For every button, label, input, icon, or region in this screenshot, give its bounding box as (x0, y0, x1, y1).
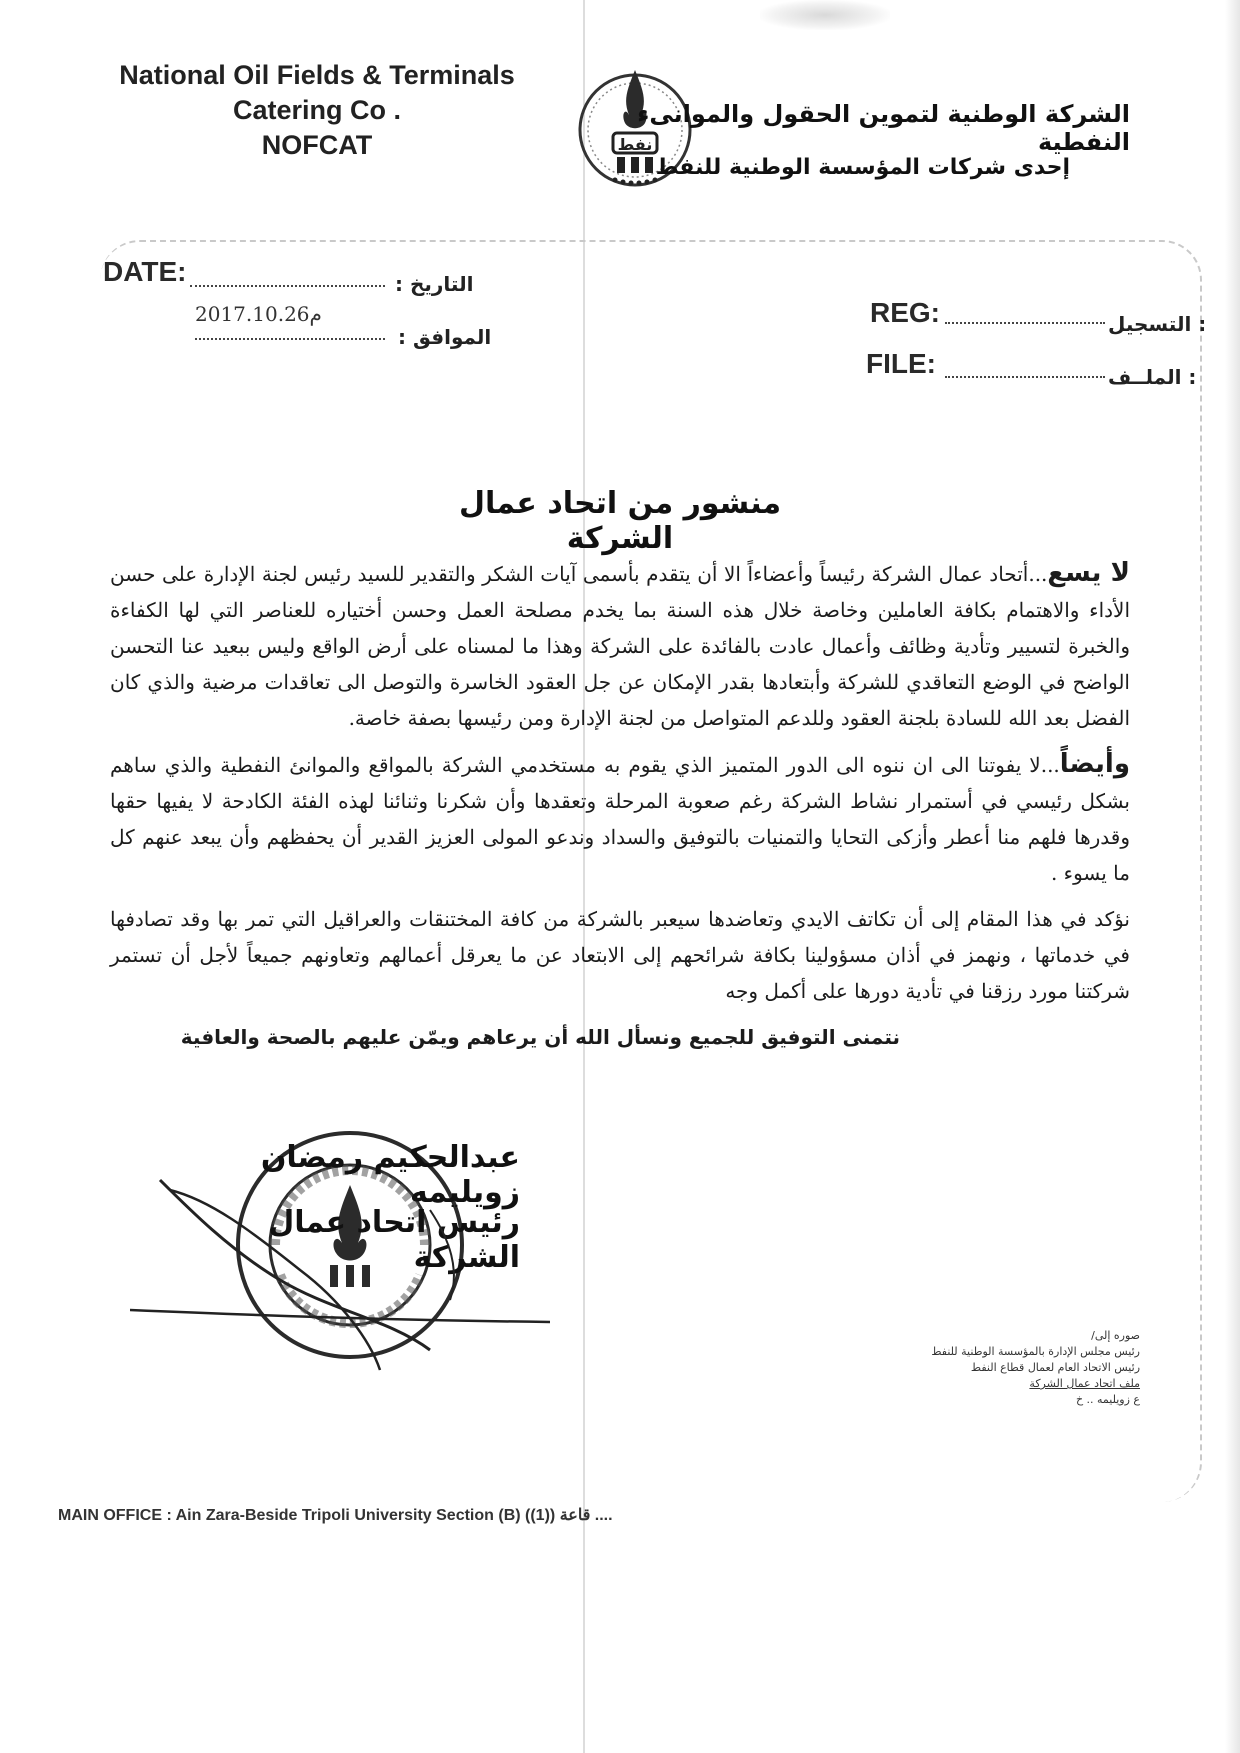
file-dotted-line (945, 376, 1105, 378)
signatory-title: رئيس اتحاد عمال الشركة (268, 1205, 520, 1275)
handwritten-signature (130, 1170, 550, 1420)
letter-title: منشور من اتحاد عمال الشركة (458, 486, 782, 556)
paragraph-2-text: ...لا يفوتنا الى ان ننوه الى الدور المتميز الذي يقوم به مستخدمي الشركة بالمواقع والموانئ النفطية والذي ساهم بشكل رئيسي في أستمرار نشاط الشركة رغم صعوبة المرحلة وتعقدها وأن شكرنا وثنائنا لهذه الفئة الكادحة لا يفيها حقها وقدرها فلهم منا أعطر وأزكى التحايا والتمنيات بالتوفيق والسداد وندعو المولى العزيز القدير أن يحفظهم وأن يبعد عنهم كل ما يسوء . (110, 753, 1130, 885)
signatory-name: عبدالحكيم رمضان زويليمه (260, 1140, 520, 1210)
cc-line-1: رئيس مجلس الإدارة بالمؤسسة الوطنية للنفط (931, 1345, 1140, 1358)
closing-line: نتمنى التوفيق للجميع ونسأل الله أن يرعاهم ويمّن عليهم بالصحة والعافية (180, 1025, 900, 1049)
reg-dotted-line (945, 322, 1105, 324)
date-label-ar: التاريخ : (395, 272, 474, 296)
company-name-en-line1: National Oil Fields & Terminals (119, 60, 515, 90)
letter-body (110, 555, 1130, 1065)
date-value: 2017.10.26م (195, 302, 322, 326)
logo-text: نفط (617, 135, 653, 154)
page-edge (1225, 0, 1240, 1753)
paragraph-1-lead: لا يسع (1047, 558, 1130, 588)
paragraph-2 (110, 746, 1130, 891)
paragraph-2-lead: وأيضاً (1059, 749, 1130, 779)
file-label-en: FILE: (866, 348, 936, 379)
reg-label-en: REG: (870, 297, 940, 328)
company-name-en (92, 58, 542, 163)
paragraph-1-text: ...أتحاد عمال الشركة رئيساً وأعضاءاً الا أن يتقدم بأسمى آيات الشكر والتقدير للسيد رئيس لجنة الإدارة على حسن الأداء والاهتمام بكافة العاملين وخاصة خلال هذه السنة بما يخدم مصلحة العمل وحسن أختياره للعناصر التي لها الكفاءة والخبرة لتسيير وتأدية وظائف وأعمال عادت بالفائدة على الشركة وهذا ما لمسناه على أرض الواقع وليس ببعيد عنا التحسن الواضح في الوضع التعاقدي للشركة وأبتعادها بقدر الإمكان عن جل العقود الخاسرة والتوصل الى تعاقدات مرضية والذي كان الفضل بعد الله للسادة بلجنة العقود وللدعم المتواصل من لجنة الإدارة ومن رئيسها بصفة خاصة. (110, 562, 1130, 730)
cc-line-2: رئيس الاتحاد العام لعمال قطاع النفط (970, 1361, 1140, 1374)
paragraph-3: نؤكد في هذا المقام إلى أن تكاتف الايدي وتعاضدها سيعبر بالشركة من كافة المختنقات والعراقيل التي تمر بها وقد تصادفها في خدماتها ، ونهمز في أذان مسؤولينا بكافة شرائحهم إلى الابتعاد عن ما يعرقل أعمالهم وتعاونهم جميعاً لأجل أن تستمر شركتنا مورد رزقنا في تأدية دورها على أكمل وجه (110, 907, 1130, 1003)
cc-heading: صوره إلى/ (1091, 1329, 1140, 1342)
corresponding-dotted-line (195, 338, 385, 340)
cc-line-4: ع زويليمه .. خ (1075, 1393, 1140, 1406)
company-name-en-line3: NOFCAT (261, 130, 373, 160)
reg-label-ar: : التسجيل (1108, 312, 1207, 336)
cc-line-3: ملف اتحاد عمال الشركة (1029, 1377, 1140, 1390)
company-affiliation-ar: إحدى شركات المؤسسة الوطنية للنفط (655, 155, 1070, 180)
date-dotted-line (190, 285, 385, 287)
company-name-en-line2: Catering Co . (232, 95, 401, 125)
paragraph-1 (110, 555, 1130, 736)
date-label-en: DATE: (103, 256, 187, 287)
file-label-ar: : الملــف (1108, 365, 1197, 389)
corresponding-label-ar: الموافق : (398, 325, 492, 349)
company-name-ar: الشركة الوطنية لتموين الحقول والموانىء النفطية (637, 100, 1130, 156)
scan-shadow (760, 0, 890, 30)
footer-address: MAIN OFFICE : Ain Zara-Beside Tripoli University Section (B) ((1)) قاعة .... (58, 1507, 613, 1524)
carbon-copy-list (850, 1328, 1140, 1408)
